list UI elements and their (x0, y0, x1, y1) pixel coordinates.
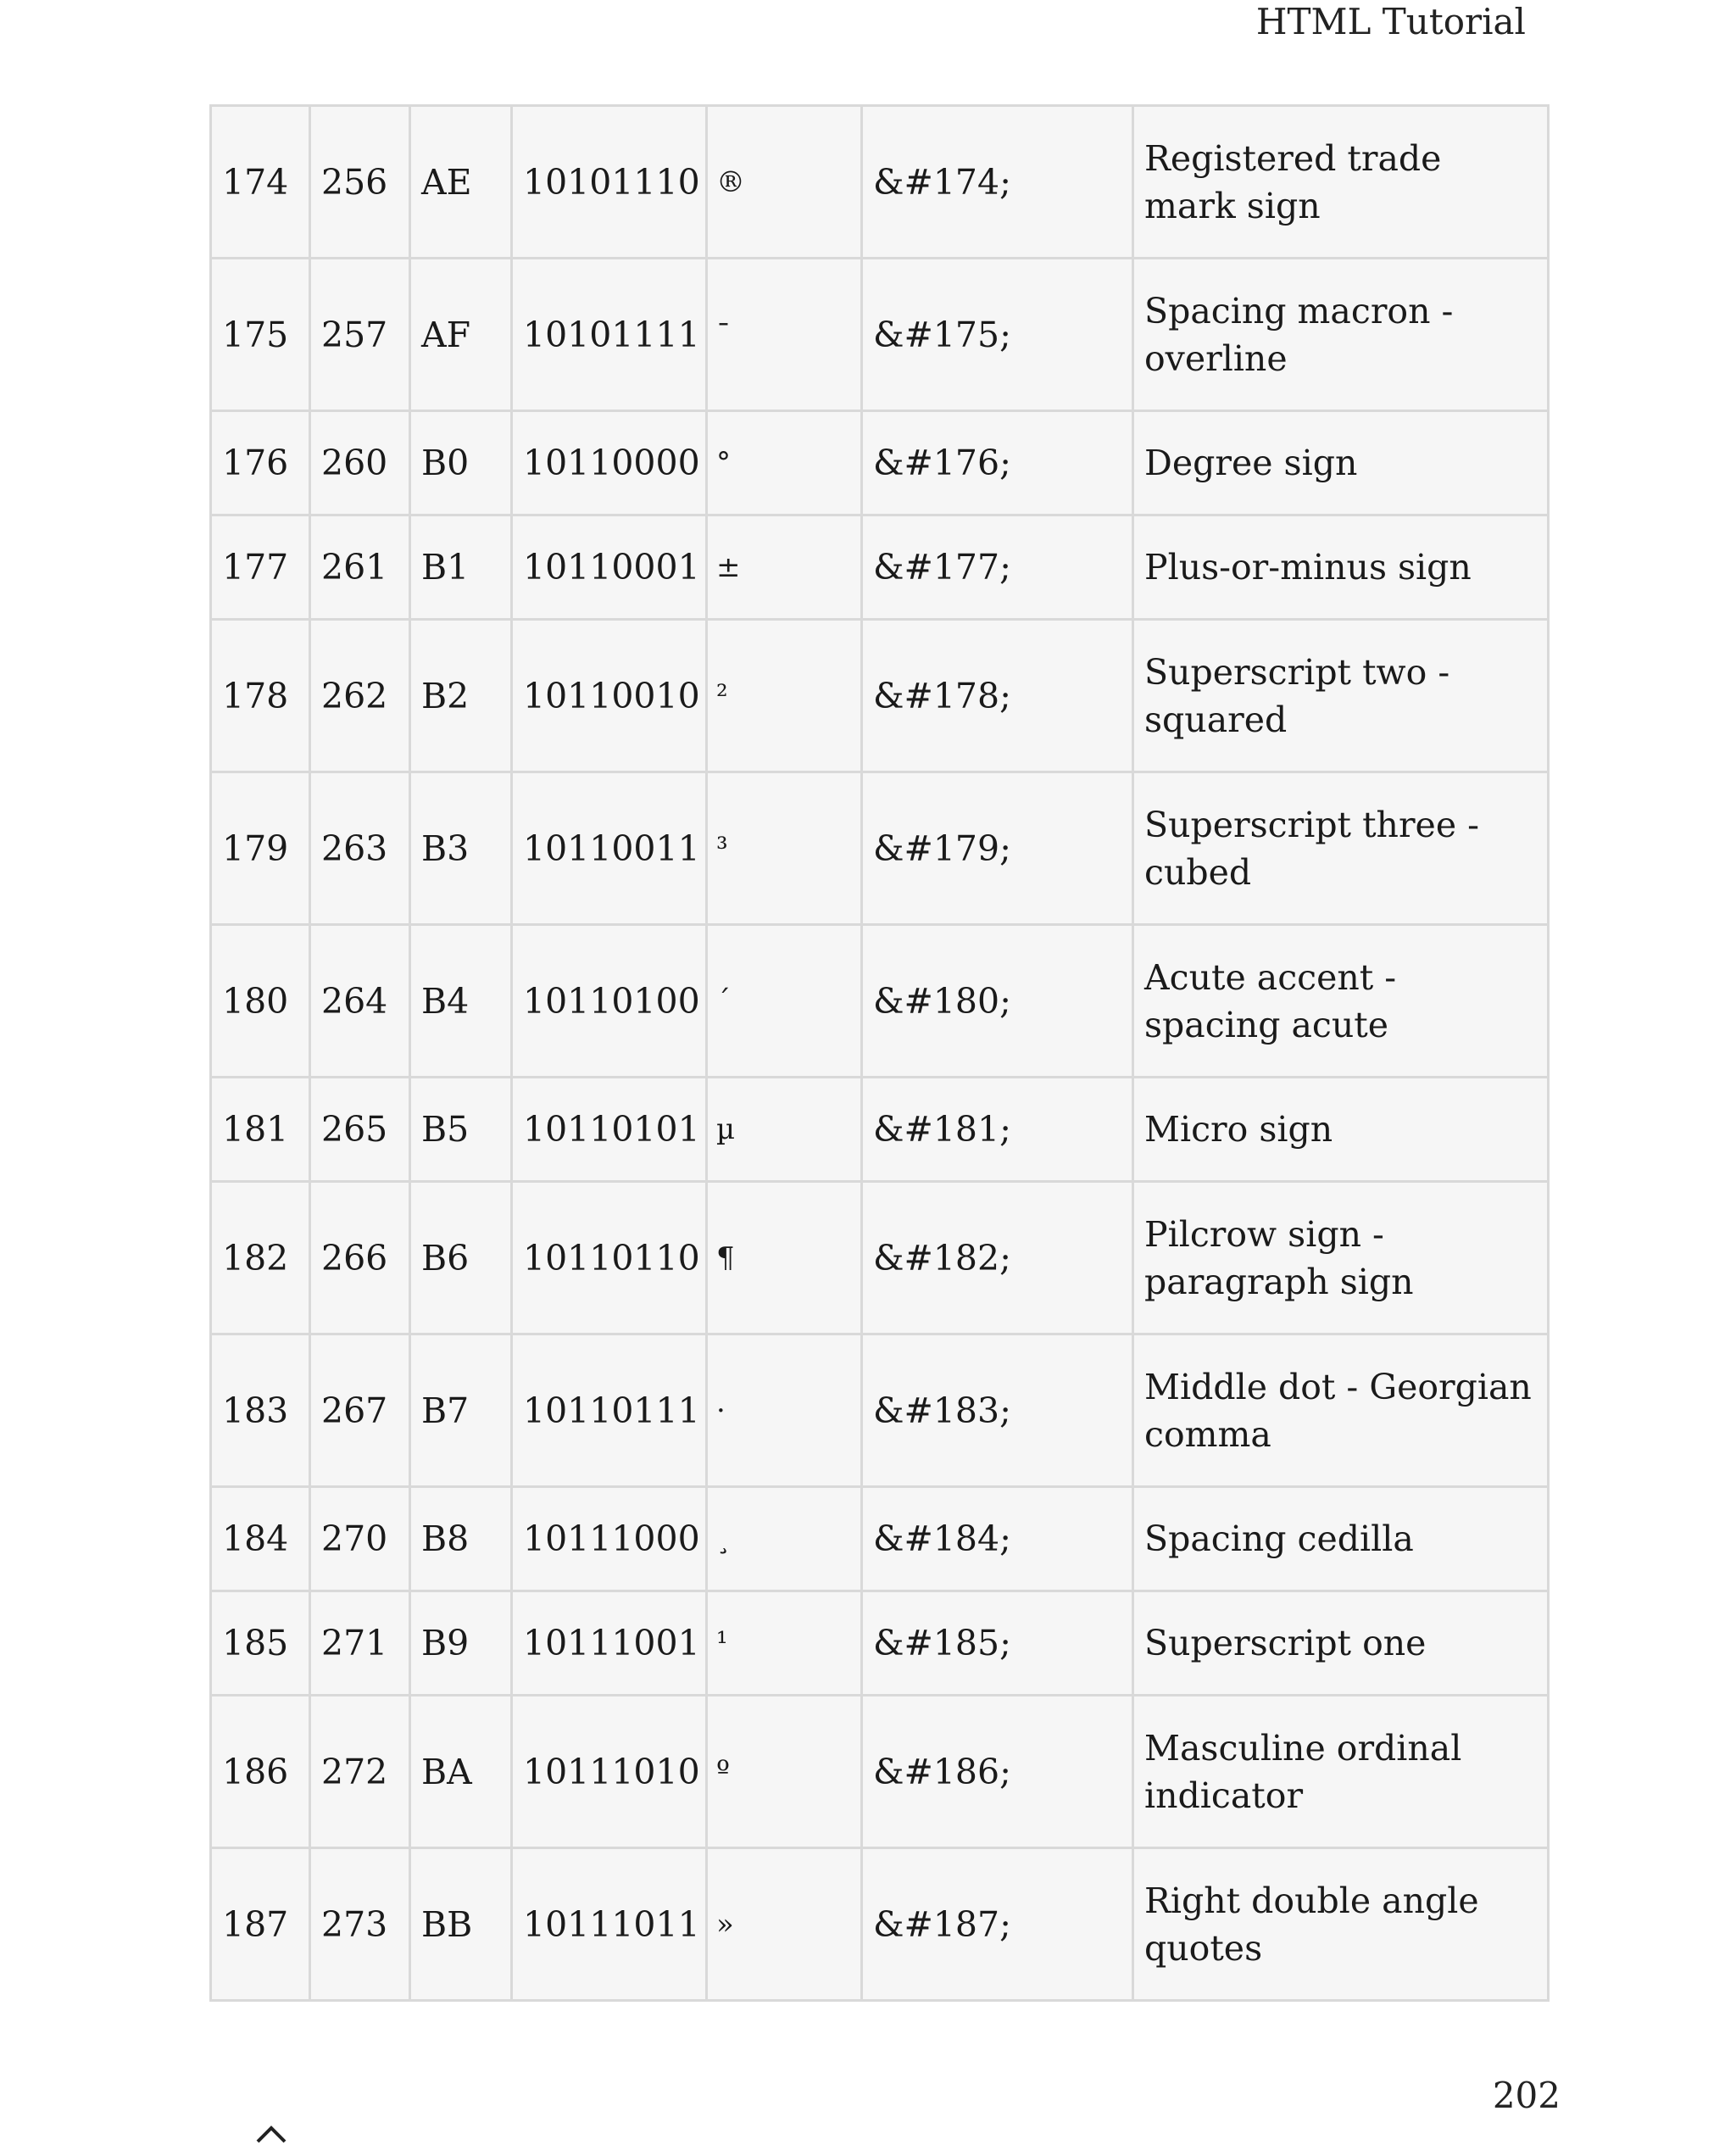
cell-hex: AF (410, 259, 512, 411)
cell-binary: 10110010 (512, 620, 707, 772)
cell-hex: B7 (410, 1334, 512, 1487)
chevron-up-icon[interactable] (254, 2120, 288, 2145)
cell-binary: 10110001 (512, 515, 707, 620)
cell-decimal: 180 (211, 925, 310, 1078)
cell-hex: BA (410, 1696, 512, 1848)
header-title: HTML Tutorial (1255, 1, 1526, 42)
cell-hex: B0 (410, 411, 512, 515)
cell-decimal: 174 (211, 106, 310, 259)
cell-binary: 10111010 (512, 1696, 707, 1848)
table-row (211, 106, 1549, 259)
table-row (211, 515, 1549, 620)
cell-binary: 10110111 (512, 1334, 707, 1487)
cell-symbol: ¹ (707, 1591, 862, 1696)
cell-entity: &#179; (862, 772, 1133, 925)
cell-binary: 10111000 (512, 1487, 707, 1591)
cell-symbol: ° (707, 411, 862, 515)
cell-binary: 10101110 (512, 106, 707, 259)
cell-decimal: 179 (211, 772, 310, 925)
cell-description: Superscript one (1133, 1591, 1549, 1696)
cell-octal: 260 (310, 411, 410, 515)
cell-octal: 265 (310, 1078, 410, 1182)
cell-description: Masculine ordinal indicator (1133, 1696, 1549, 1848)
cell-symbol: º (707, 1696, 862, 1848)
cell-decimal: 182 (211, 1182, 310, 1334)
cell-decimal: 187 (211, 1848, 310, 2001)
table-row (211, 1487, 1549, 1591)
cell-entity: &#177; (862, 515, 1133, 620)
cell-decimal: 183 (211, 1334, 310, 1487)
cell-hex: B5 (410, 1078, 512, 1182)
cell-hex: BB (410, 1848, 512, 2001)
cell-description: Micro sign (1133, 1078, 1549, 1182)
cell-entity: &#184; (862, 1487, 1133, 1591)
cell-octal: 272 (310, 1696, 410, 1848)
cell-description: Right double angle quotes (1133, 1848, 1549, 2001)
cell-decimal: 181 (211, 1078, 310, 1182)
cell-symbol: ² (707, 620, 862, 772)
cell-symbol: · (707, 1334, 862, 1487)
cell-hex: AE (410, 106, 512, 259)
cell-symbol: » (707, 1848, 862, 2001)
cell-description: Acute accent - spacing acute (1133, 925, 1549, 1078)
cell-hex: B4 (410, 925, 512, 1078)
cell-decimal: 177 (211, 515, 310, 620)
cell-octal: 267 (310, 1334, 410, 1487)
cell-entity: &#178; (862, 620, 1133, 772)
table-body (211, 106, 1549, 2001)
cell-symbol: ³ (707, 772, 862, 925)
cell-symbol: ´ (707, 925, 862, 1078)
cell-octal: 263 (310, 772, 410, 925)
cell-binary: 10101111 (512, 259, 707, 411)
cell-description: Middle dot - Georgian comma (1133, 1334, 1549, 1487)
cell-binary: 10110011 (512, 772, 707, 925)
cell-decimal: 175 (211, 259, 310, 411)
cell-octal: 256 (310, 106, 410, 259)
table-row (211, 411, 1549, 515)
cell-octal: 273 (310, 1848, 410, 2001)
cell-hex: B1 (410, 515, 512, 620)
table-row (211, 1591, 1549, 1696)
cell-entity: &#175; (862, 259, 1133, 411)
cell-symbol: µ (707, 1078, 862, 1182)
cell-description: Spacing macron - overline (1133, 259, 1549, 411)
cell-description: Spacing cedilla (1133, 1487, 1549, 1591)
cell-entity: &#187; (862, 1848, 1133, 2001)
cell-binary: 10110000 (512, 411, 707, 515)
cell-description: Superscript three - cubed (1133, 772, 1549, 925)
character-table-container (209, 104, 1547, 2002)
cell-binary: 10110101 (512, 1078, 707, 1182)
cell-hex: B2 (410, 620, 512, 772)
cell-hex: B8 (410, 1487, 512, 1591)
table-row (211, 259, 1549, 411)
table-row (211, 772, 1549, 925)
cell-decimal: 185 (211, 1591, 310, 1696)
cell-entity: &#180; (862, 925, 1133, 1078)
cell-hex: B3 (410, 772, 512, 925)
table-row (211, 1078, 1549, 1182)
cell-symbol: ¸ (707, 1487, 862, 1591)
table-row (211, 1182, 1549, 1334)
cell-binary: 10110110 (512, 1182, 707, 1334)
cell-decimal: 176 (211, 411, 310, 515)
table-row (211, 620, 1549, 772)
cell-description: Plus-or-minus sign (1133, 515, 1549, 620)
cell-symbol: ± (707, 515, 862, 620)
cell-description: Pilcrow sign - paragraph sign (1133, 1182, 1549, 1334)
cell-octal: 264 (310, 925, 410, 1078)
cell-entity: &#183; (862, 1334, 1133, 1487)
character-table (209, 104, 1550, 2002)
cell-hex: B6 (410, 1182, 512, 1334)
cell-octal: 261 (310, 515, 410, 620)
cell-octal: 262 (310, 620, 410, 772)
cell-binary: 10111001 (512, 1591, 707, 1696)
cell-entity: &#176; (862, 411, 1133, 515)
cell-octal: 257 (310, 259, 410, 411)
cell-symbol: ¯ (707, 259, 862, 411)
cell-symbol: ® (707, 106, 862, 259)
cell-hex: B9 (410, 1591, 512, 1696)
table-row (211, 925, 1549, 1078)
cell-octal: 266 (310, 1182, 410, 1334)
cell-binary: 10111011 (512, 1848, 707, 2001)
cell-decimal: 184 (211, 1487, 310, 1591)
table-row (211, 1848, 1549, 2001)
table-row (211, 1696, 1549, 1848)
cell-entity: &#182; (862, 1182, 1133, 1334)
cell-entity: &#185; (862, 1591, 1133, 1696)
cell-entity: &#174; (862, 106, 1133, 259)
cell-decimal: 186 (211, 1696, 310, 1848)
cell-description: Superscript two - squared (1133, 620, 1549, 772)
cell-description: Degree sign (1133, 411, 1549, 515)
table-row (211, 1334, 1549, 1487)
cell-octal: 271 (310, 1591, 410, 1696)
cell-entity: &#186; (862, 1696, 1133, 1848)
cell-binary: 10110100 (512, 925, 707, 1078)
cell-octal: 270 (310, 1487, 410, 1591)
cell-decimal: 178 (211, 620, 310, 772)
cell-description: Registered trade mark sign (1133, 106, 1549, 259)
cell-symbol: ¶ (707, 1182, 862, 1334)
page-number: 202 (1492, 2075, 1561, 2116)
cell-entity: &#181; (862, 1078, 1133, 1182)
